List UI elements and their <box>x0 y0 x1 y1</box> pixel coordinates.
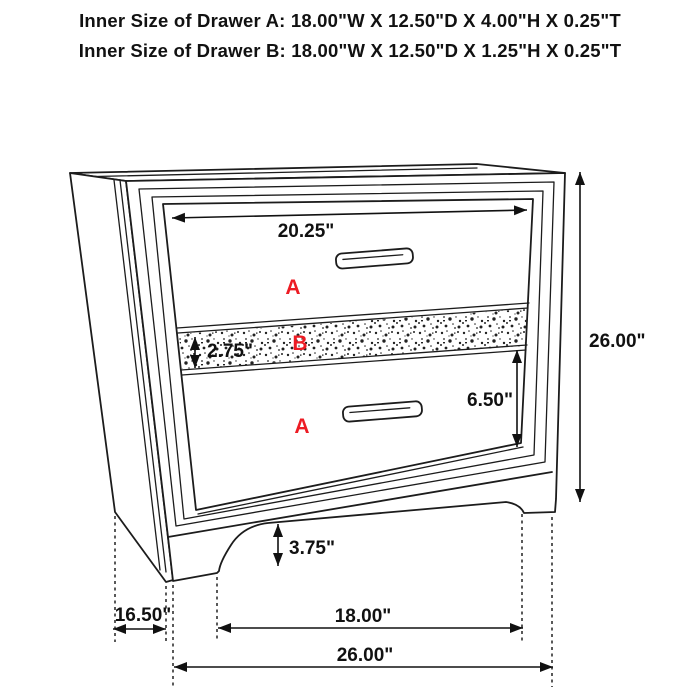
dim-overall-width <box>174 645 553 667</box>
dim-opening-width-label: 20.25" <box>277 221 335 242</box>
dim-overall-height <box>580 172 646 502</box>
dim-inner-feet-span <box>218 606 523 628</box>
dim-foot-height <box>278 524 335 566</box>
dim-side-depth-label: 16.50" <box>114 605 172 626</box>
dim-middle-strip-height-label: 2.75" <box>207 341 253 362</box>
dim-overall-height-label: 26.00" <box>589 331 646 352</box>
drawer-a-bottom-label: A <box>294 415 310 438</box>
dim-side-depth <box>113 605 171 629</box>
inner-size-line-a: Inner Size of Drawer A: 18.00"W X 12.50"D X 4.00"H X 0.25"T <box>79 10 621 31</box>
drawer-b-label: B <box>292 332 308 355</box>
drawer-a-top-label: A <box>285 276 301 299</box>
cabinet-front-face <box>126 173 565 581</box>
dim-inner-feet-span-label: 18.00" <box>334 606 392 627</box>
dim-foot-height-label: 3.75" <box>289 538 335 559</box>
dim-bottom-drawer-height-label: 6.50" <box>467 390 513 411</box>
dim-overall-width-label: 26.00" <box>336 645 394 666</box>
inner-size-line-b: Inner Size of Drawer B: 18.00"W X 12.50"D X 1.25"H X 0.25"T <box>78 40 622 61</box>
